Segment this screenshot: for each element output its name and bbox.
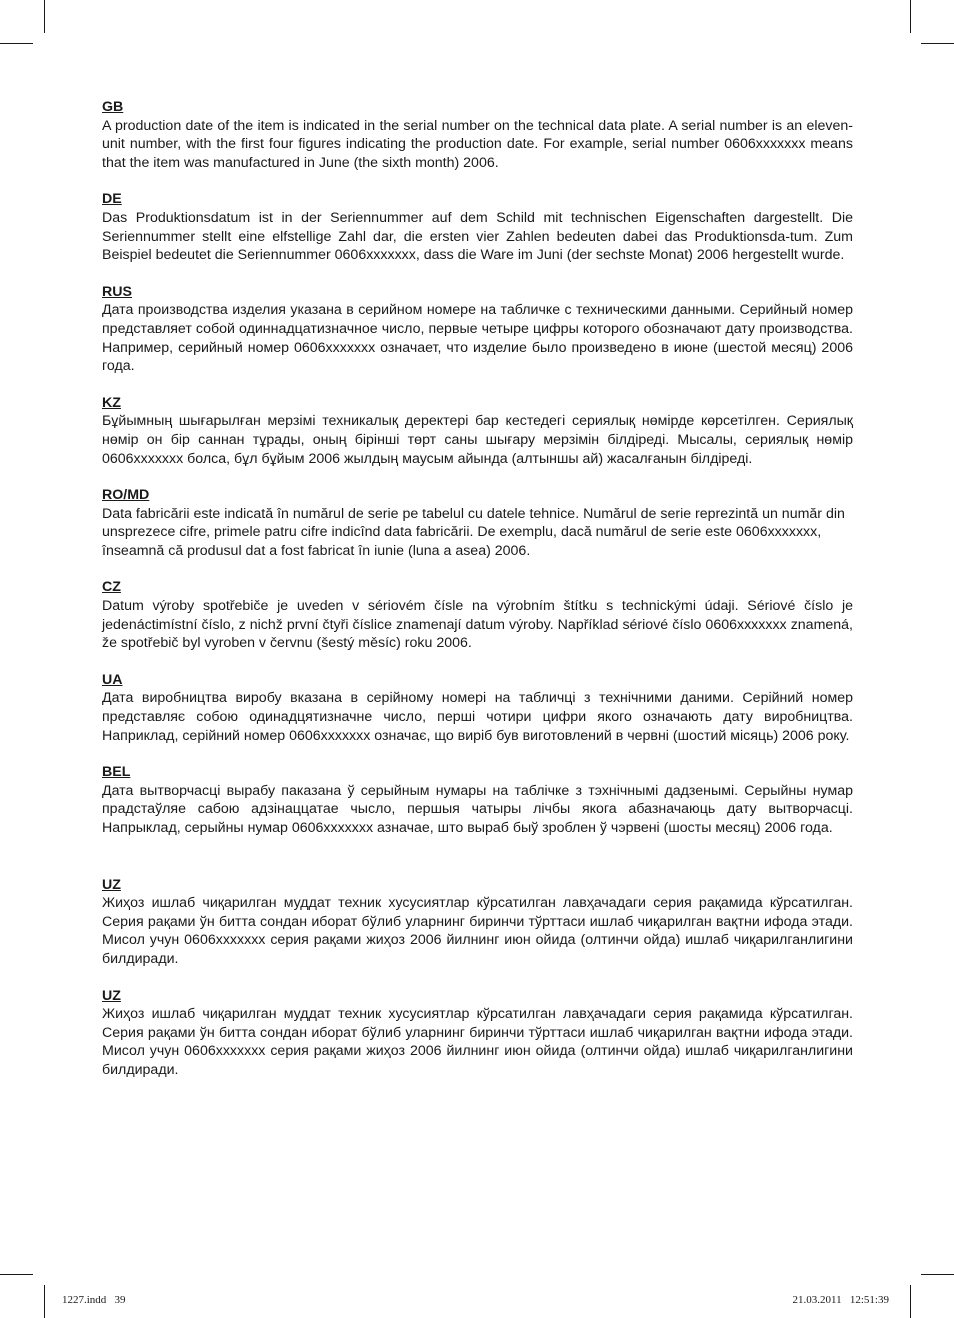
section-text: Дата производства изделия указана в серийном номере на табличке с техническими данными. Серийный номер представляет собой одиннадцатизначное число, первые четыре цифры которого обозначают дату производства. Например, серийный номер 0606xxxxxxx означает, что изделие было произведено в июне (шестой месяц) 2006 года. (102, 302, 853, 375)
crop-mark-bottom-left-vertical (44, 1285, 45, 1318)
document-body (102, 98, 853, 1080)
section-de (102, 190, 853, 264)
section-code: UZ (102, 876, 121, 893)
section-text: Жиҳоз ишлаб чиқарилган муддат техник хусусиятлар кўрсатилган лавҳачадаги серия рақамида кўрсатилган. Серия рақами ўн битта сондан иборат бўлиб уларнинг биринчи тўрттаси ишлаб чиқарилган вақтни ифода этади. Мисол учун 0606xxxxxxx серия рақами жиҳоз 2006 йилнинг июн ойида (олтинчи ойда) ишлаб чиқарилганлигини билдиради. (102, 1006, 853, 1078)
section-text: Das Produktionsdatum ist in der Seriennummer auf dem Schild mit technischen Eigenschaften dargestellt. Die Seriennummer stellt eine elfstellige Zahl dar, die ersten vier Zahlen bedeuten dabei das Produktionsda-tum. Zum Beispiel bedeutet die Seriennummer 0606xxxxxxx, dass die Ware im Juni (der sechste Monat) 2006 hergestellt wurde. (102, 209, 853, 264)
crop-mark-top-right-vertical (910, 0, 911, 33)
section-ua (102, 671, 853, 745)
section-code: UZ (102, 987, 121, 1004)
section-uz-1 (102, 876, 853, 969)
section-kz (102, 394, 853, 468)
section-bel (102, 763, 853, 837)
section-code: BEL (102, 764, 131, 781)
section-code: KZ (102, 394, 121, 411)
section-text: Дата вытворчасці вырабу паказана ў серыйным нумары на таблічке з тэхнічнымі дадзенымі. Серыйны нумар прадстаўляе сабою адзінаццатае чысло, першыя чатыры лічбы якога абазначаюць дату вытворчасці. Напрыклад, серыйны нумар 0606xxxxxxx азначае, што выраб быў зроблен ў чэрвені (шосты месяц) 2006 года. (102, 782, 853, 836)
section-text: Дата виробництва виробу вказана в серійному номері на табличці з технічними даними. Серійний номер представляє собою одинадцятизначне число, перші чотири цифри якого означають дату виробництва. Наприклад, серійний номер 0606xxxxxxx означає, що виріб був виготовлений в червні (шостий місяць) 2006 року. (102, 690, 853, 744)
section-ro-md (102, 486, 853, 560)
section-uz-2 (102, 987, 853, 1080)
section-code: UA (102, 671, 123, 688)
crop-mark-top-left-vertical (44, 0, 45, 33)
crop-mark-top-left-horizontal (0, 43, 33, 44)
section-gb (102, 98, 853, 172)
section-text: Жиҳоз ишлаб чиқарилган муддат техник хусусиятлар кўрсатилган лавҳачадаги серия рақамида кўрсатилган. Серия рақами ўн битта сондан иборат бўлиб уларнинг биринчи тўрттаси ишлаб чиқарилган вақтни ифода этади. Мисол учун 0606xxxxxxx серия рақами жиҳоз 2006 йилнинг июн ойида (олтинчи ойда) ишлаб чиқарилганлигини билдиради. (102, 895, 853, 967)
footer-timestamp: 21.03.2011 12:51:39 (792, 1294, 889, 1306)
section-code: GB (102, 99, 124, 115)
section-rus (102, 283, 853, 376)
section-text: A production date of the item is indicated in the serial number on the technical data plate. A serial number is an eleven-unit number, with the first four figures indicating the production date. For example, serial number 0606xxxxxxx means that the item was manufactured in June (the sixth month) 2006. (102, 117, 853, 171)
section-code: DE (102, 191, 122, 208)
crop-mark-bottom-right-horizontal (921, 1274, 954, 1275)
section-text: Datum výroby spotřebiče je uveden v sériovém čísle na výrobním štítku s technickými údaji. Sériové číslo je jedenáctimístní číslo, z nichž první čtyři číslice znamenají datum výroby. Například sériové číslo 0606xxxxxxx znamená, že spotřebič byl vyroben v červnu (šestý měsíc) roku 2006. (102, 598, 853, 652)
section-code: RUS (102, 283, 132, 300)
section-code: RO/MD (102, 487, 150, 504)
footer-file-info: 1227.indd 39 (62, 1294, 126, 1306)
crop-mark-top-right-horizontal (921, 43, 954, 44)
section-text: Data fabricării este indicată în numărul de serie pe tabelul cu datele tehnice. Numărul de serie reprezintă un număr din unsprezece cifre, primele patru cifre indicînd data fabricării. De exemplu, dacă numărul de serie este 0606xxxxxxx, înseamnă că produsul dat a fost fabricat în iunie (luna a asea) 2006. (102, 505, 845, 559)
section-cz (102, 578, 853, 652)
section-code: CZ (102, 579, 121, 596)
crop-mark-bottom-right-vertical (910, 1285, 911, 1318)
crop-mark-bottom-left-horizontal (0, 1274, 33, 1275)
section-text: Бұйымның шығарылған мерзімі техникалық деректері бар кестедегі сериялық нөмірде көрсетілген. Сериялық нөмір он бір саннан тұрады, оның бірінші төрт саны шығару мерзімін білдіреді. Мысалы, сериялық нөмір 0606xxxxxxx болса, бұл бұйым 2006 жылдың маусым айында (алтыншы ай) жасалғанын білдіреді. (102, 413, 853, 467)
